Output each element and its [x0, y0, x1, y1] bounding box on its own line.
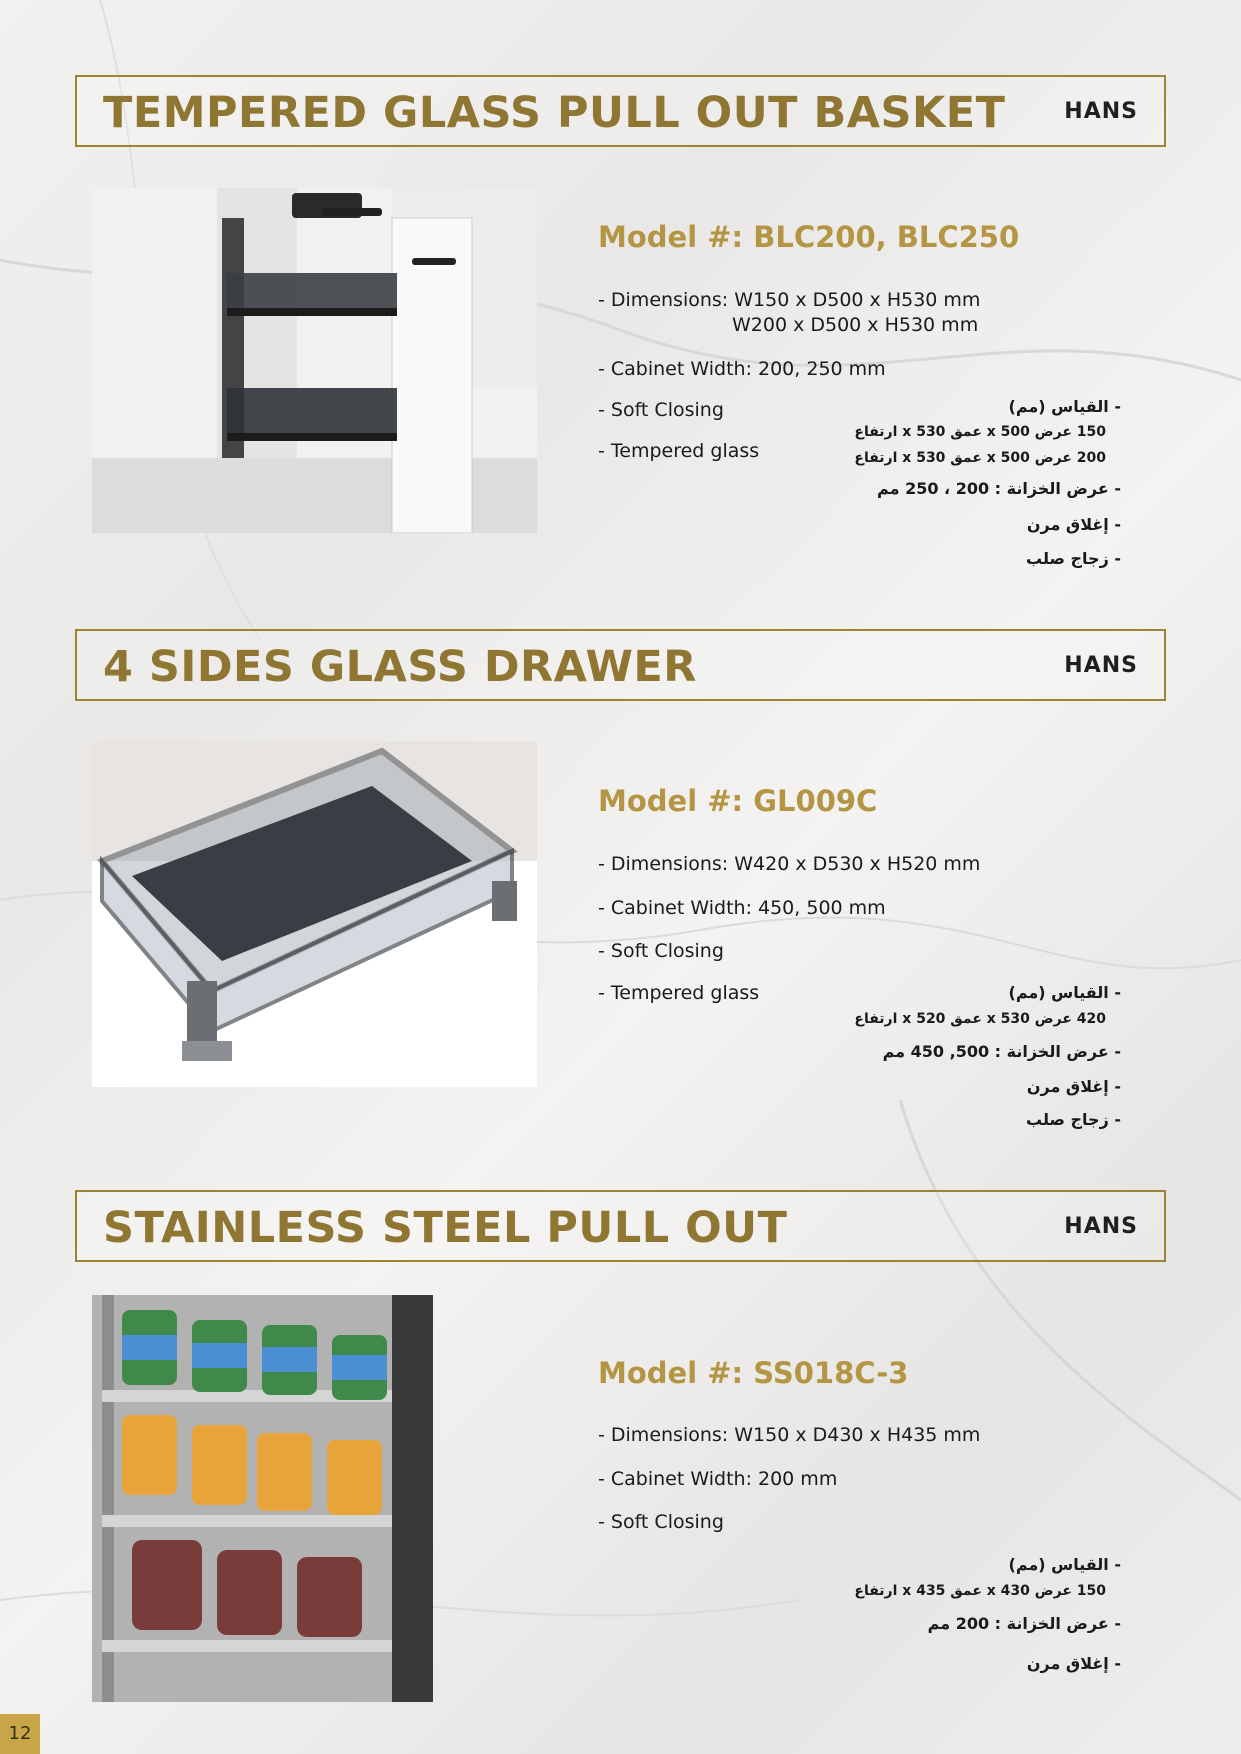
ar-size-label: - القياس (مم): [1008, 397, 1121, 416]
ar-size-line2: 200 عرض x 500 عمق x 530 ارتفاع: [854, 450, 1106, 466]
model-number: Model #: SS018C-3: [598, 1356, 909, 1390]
spec-soft-closing: - Soft Closing: [598, 1511, 724, 1533]
model-number: Model #: GL009C: [598, 784, 878, 818]
spec-cabinet-width: - Cabinet Width: 200 mm: [598, 1468, 838, 1490]
ar-size-line1: 150 عرض x 500 عمق x 530 ارتفاع: [854, 424, 1106, 440]
spec-soft-closing: - Soft Closing: [598, 940, 724, 962]
ar-soft-closing: - إغلاق مرن: [1026, 1654, 1121, 1673]
ar-size-line1: 420 عرض x 530 عمق x 520 ارتفاع: [854, 1011, 1106, 1027]
ar-cabinet-width: - عرض الخزانة : 200 ، 250 مم: [877, 479, 1121, 498]
spec-tempered-glass: - Tempered glass: [598, 440, 760, 462]
ar-soft-closing: - إغلاق مرن: [1026, 1077, 1121, 1096]
ar-size-label: - القياس (مم): [1008, 1555, 1121, 1574]
product-photo-stainless-pull-out: [92, 1295, 433, 1702]
ar-tempered-glass: - زجاج صلب: [1026, 1110, 1121, 1129]
glass-drawer-illustration: [92, 741, 537, 1087]
product-photo-glass-drawer: [92, 741, 537, 1087]
product-photo-pull-out-basket: [92, 188, 537, 533]
section-title: TEMPERED GLASS PULL OUT BASKET: [103, 88, 1006, 138]
ar-soft-closing: - إغلاق مرن: [1026, 515, 1121, 534]
ar-cabinet-width: - عرض الخزانة : 200 مم: [927, 1614, 1121, 1633]
model-number: Model #: BLC200, BLC250: [598, 220, 1020, 254]
ar-size-line1: 150 عرض x 430 عمق x 435 ارتفاع: [854, 1583, 1106, 1599]
spec-dimensions: - Dimensions: W150 x D430 x H435 mm: [598, 1424, 981, 1446]
spec-dimensions-line2: W200 x D500 x H530 mm: [732, 314, 979, 336]
hans-logo: HANS: [1064, 653, 1138, 678]
section-title: STAINLESS STEEL PULL OUT: [103, 1203, 788, 1253]
section-banner: [75, 75, 1166, 147]
pull-out-basket-illustration: [92, 188, 537, 533]
hans-logo: HANS: [1064, 99, 1138, 124]
stainless-pull-out-illustration: [92, 1295, 433, 1702]
ar-tempered-glass: - زجاج صلب: [1026, 549, 1121, 568]
section-banner: [75, 629, 1166, 701]
spec-tempered-glass: - Tempered glass: [598, 982, 760, 1004]
section-title: 4 SIDES GLASS DRAWER: [103, 642, 697, 692]
hans-logo: HANS: [1064, 1214, 1138, 1239]
spec-cabinet-width: - Cabinet Width: 450, 500 mm: [598, 897, 886, 919]
ar-cabinet-width: - عرض الخزانة : 500, 450 مم: [882, 1042, 1121, 1061]
spec-dimensions: - Dimensions: W150 x D500 x H530 mm: [598, 289, 981, 311]
spec-soft-closing: - Soft Closing: [598, 399, 724, 421]
spec-dimensions: - Dimensions: W420 x D530 x H520 mm: [598, 853, 981, 875]
section-banner: [75, 1190, 1166, 1262]
ar-size-label: - القياس (مم): [1008, 983, 1121, 1002]
spec-cabinet-width: - Cabinet Width: 200, 250 mm: [598, 358, 886, 380]
page-number: 12: [0, 1714, 40, 1754]
